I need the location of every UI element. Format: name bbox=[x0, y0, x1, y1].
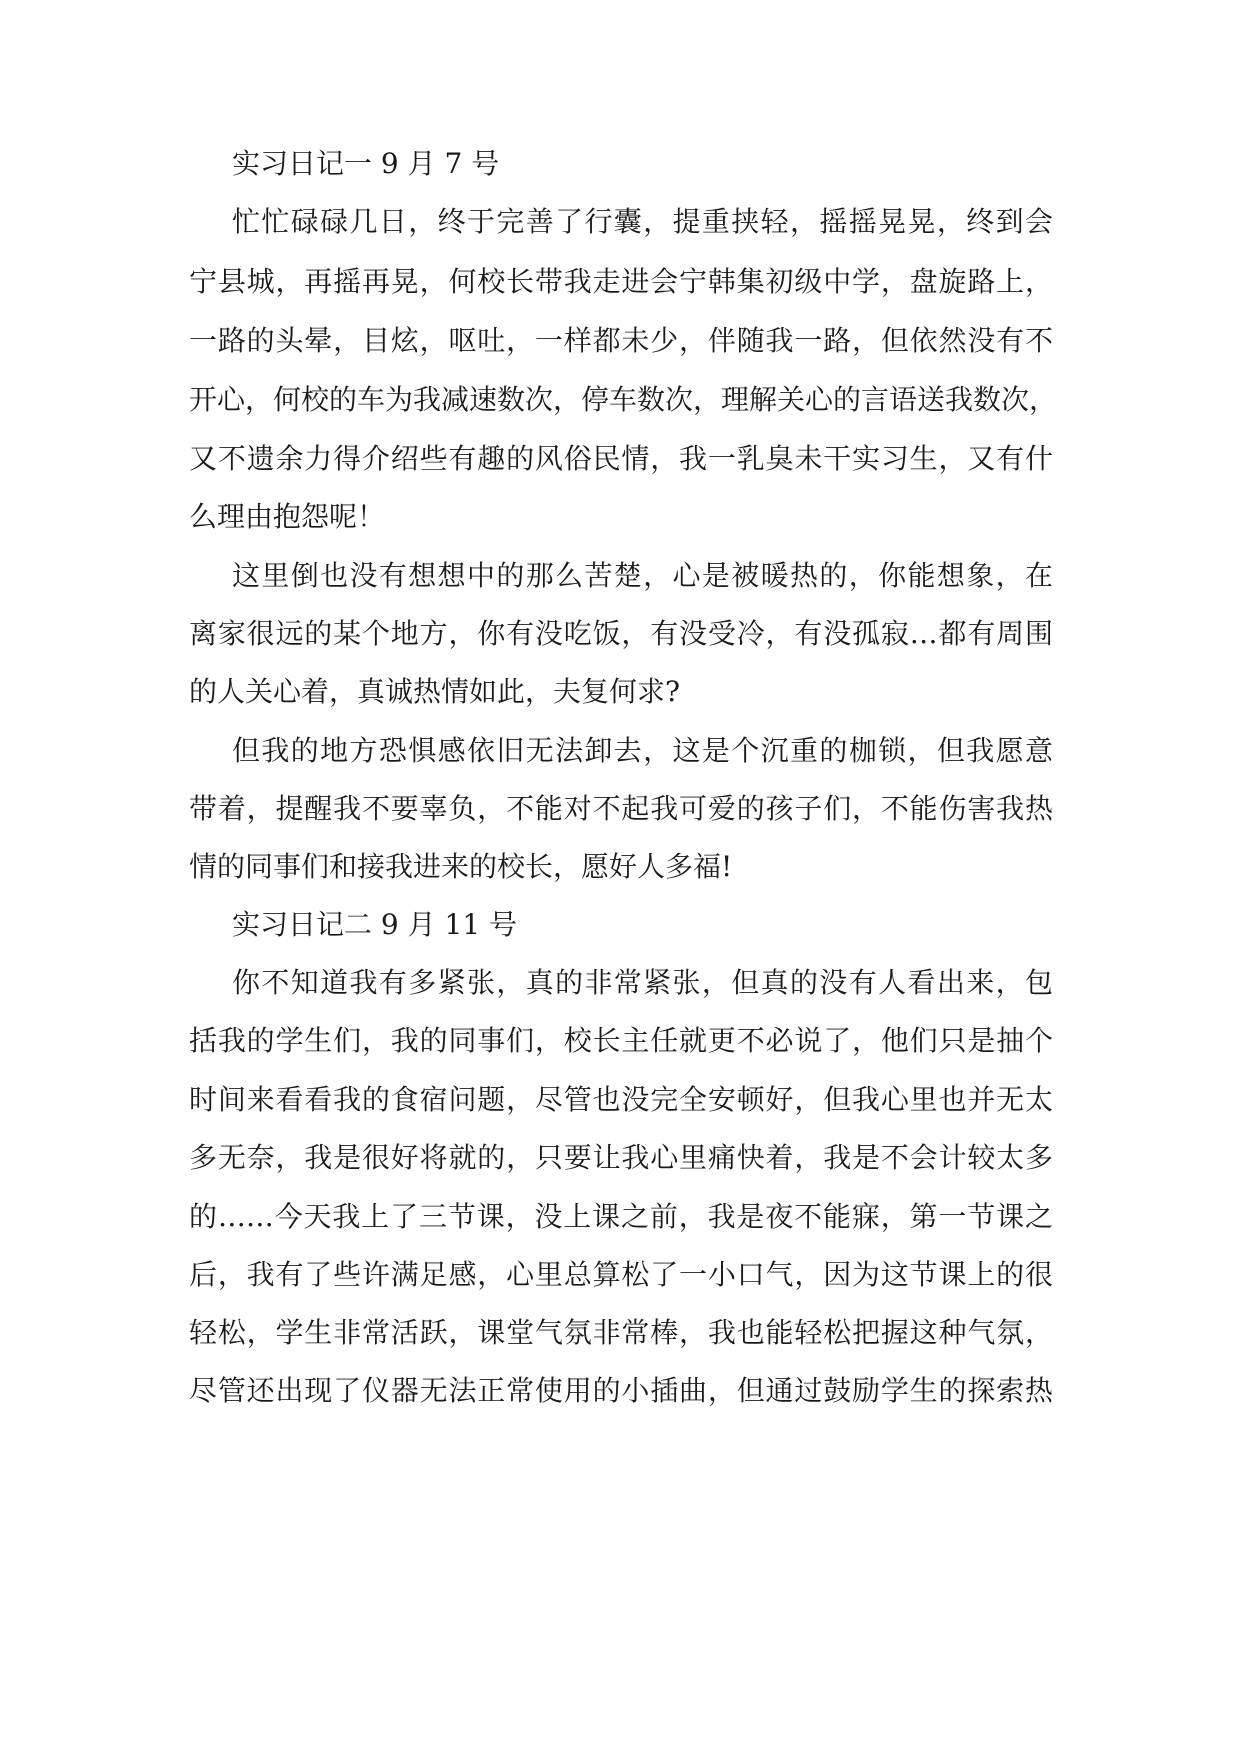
paragraph-line: 的……今天我上了三节课，没上课之前，我是夜不能寐，第一节课之 bbox=[189, 1200, 1053, 1233]
paragraph-line: 这里倒也没有想想中的那么苦楚，心是被暖热的，你能想象，在 bbox=[232, 559, 1053, 592]
paragraph-line: 又不遗余力得介绍些有趣的风俗民情，我一乳臭未干实习生，又有什 bbox=[189, 442, 1053, 475]
paragraph-line: 忙忙碌碌几日，终于完善了行囊，提重挟轻，摇摇晃晃，终到会 bbox=[232, 205, 1053, 238]
paragraph-line: 轻松，学生非常活跃，课堂气氛非常棒，我也能轻松把握这种气氛， bbox=[189, 1316, 1053, 1349]
paragraph-line: 的人关心着，真诚热情如此，夫复何求? bbox=[189, 675, 681, 708]
paragraph-line: 你不知道我有多紧张，真的非常紧张，但真的没有人看出来，包 bbox=[232, 966, 1053, 999]
diary-heading-2: 实习日记二 9 月 11 号 bbox=[232, 908, 518, 941]
paragraph-line: 括我的学生们，我的同事们，校长主任就更不必说了，他们只是抽个 bbox=[189, 1024, 1053, 1057]
paragraph-line: 后，我有了些许满足感，心里总算松了一小口气，因为这节课上的很 bbox=[189, 1258, 1053, 1291]
paragraph-line: 带着，提醒我不要辜负，不能对不起我可爱的孩子们，不能伤害我热 bbox=[189, 792, 1053, 825]
paragraph-line: 宁县城，再摇再晃，何校长带我走进会宁韩集初级中学，盘旋路上， bbox=[189, 265, 1053, 298]
paragraph-line: 时间来看看我的食宿问题，尽管也没完全安顿好，但我心里也并无太 bbox=[189, 1083, 1053, 1116]
paragraph-line: 但我的地方恐惧感依旧无法卸去，这是个沉重的枷锁，但我愿意 bbox=[232, 734, 1053, 767]
paragraph-line: 离家很远的某个地方，你有没吃饭，有没受冷，有没孤寂…都有周围 bbox=[189, 617, 1053, 650]
paragraph-line: 情的同事们和接我进来的校长，愿好人多福! bbox=[189, 850, 733, 883]
diary-heading-1: 实习日记一 9 月 7 号 bbox=[232, 147, 500, 180]
paragraph-line: 一路的头晕，目炫，呕吐，一样都未少，伴随我一路，但依然没有不 bbox=[189, 324, 1053, 357]
paragraph-line: 多无奈，我是很好将就的，只要让我心里痛快着，我是不会计较太多 bbox=[189, 1141, 1053, 1174]
paragraph-line: 开心，何校的车为我减速数次，停车数次，理解关心的言语送我数次， bbox=[189, 383, 1058, 416]
paragraph-line: 尽管还出现了仪器无法正常使用的小插曲，但通过鼓励学生的探索热 bbox=[189, 1374, 1053, 1407]
paragraph-line: 么理由抱怨呢！ bbox=[189, 500, 386, 533]
